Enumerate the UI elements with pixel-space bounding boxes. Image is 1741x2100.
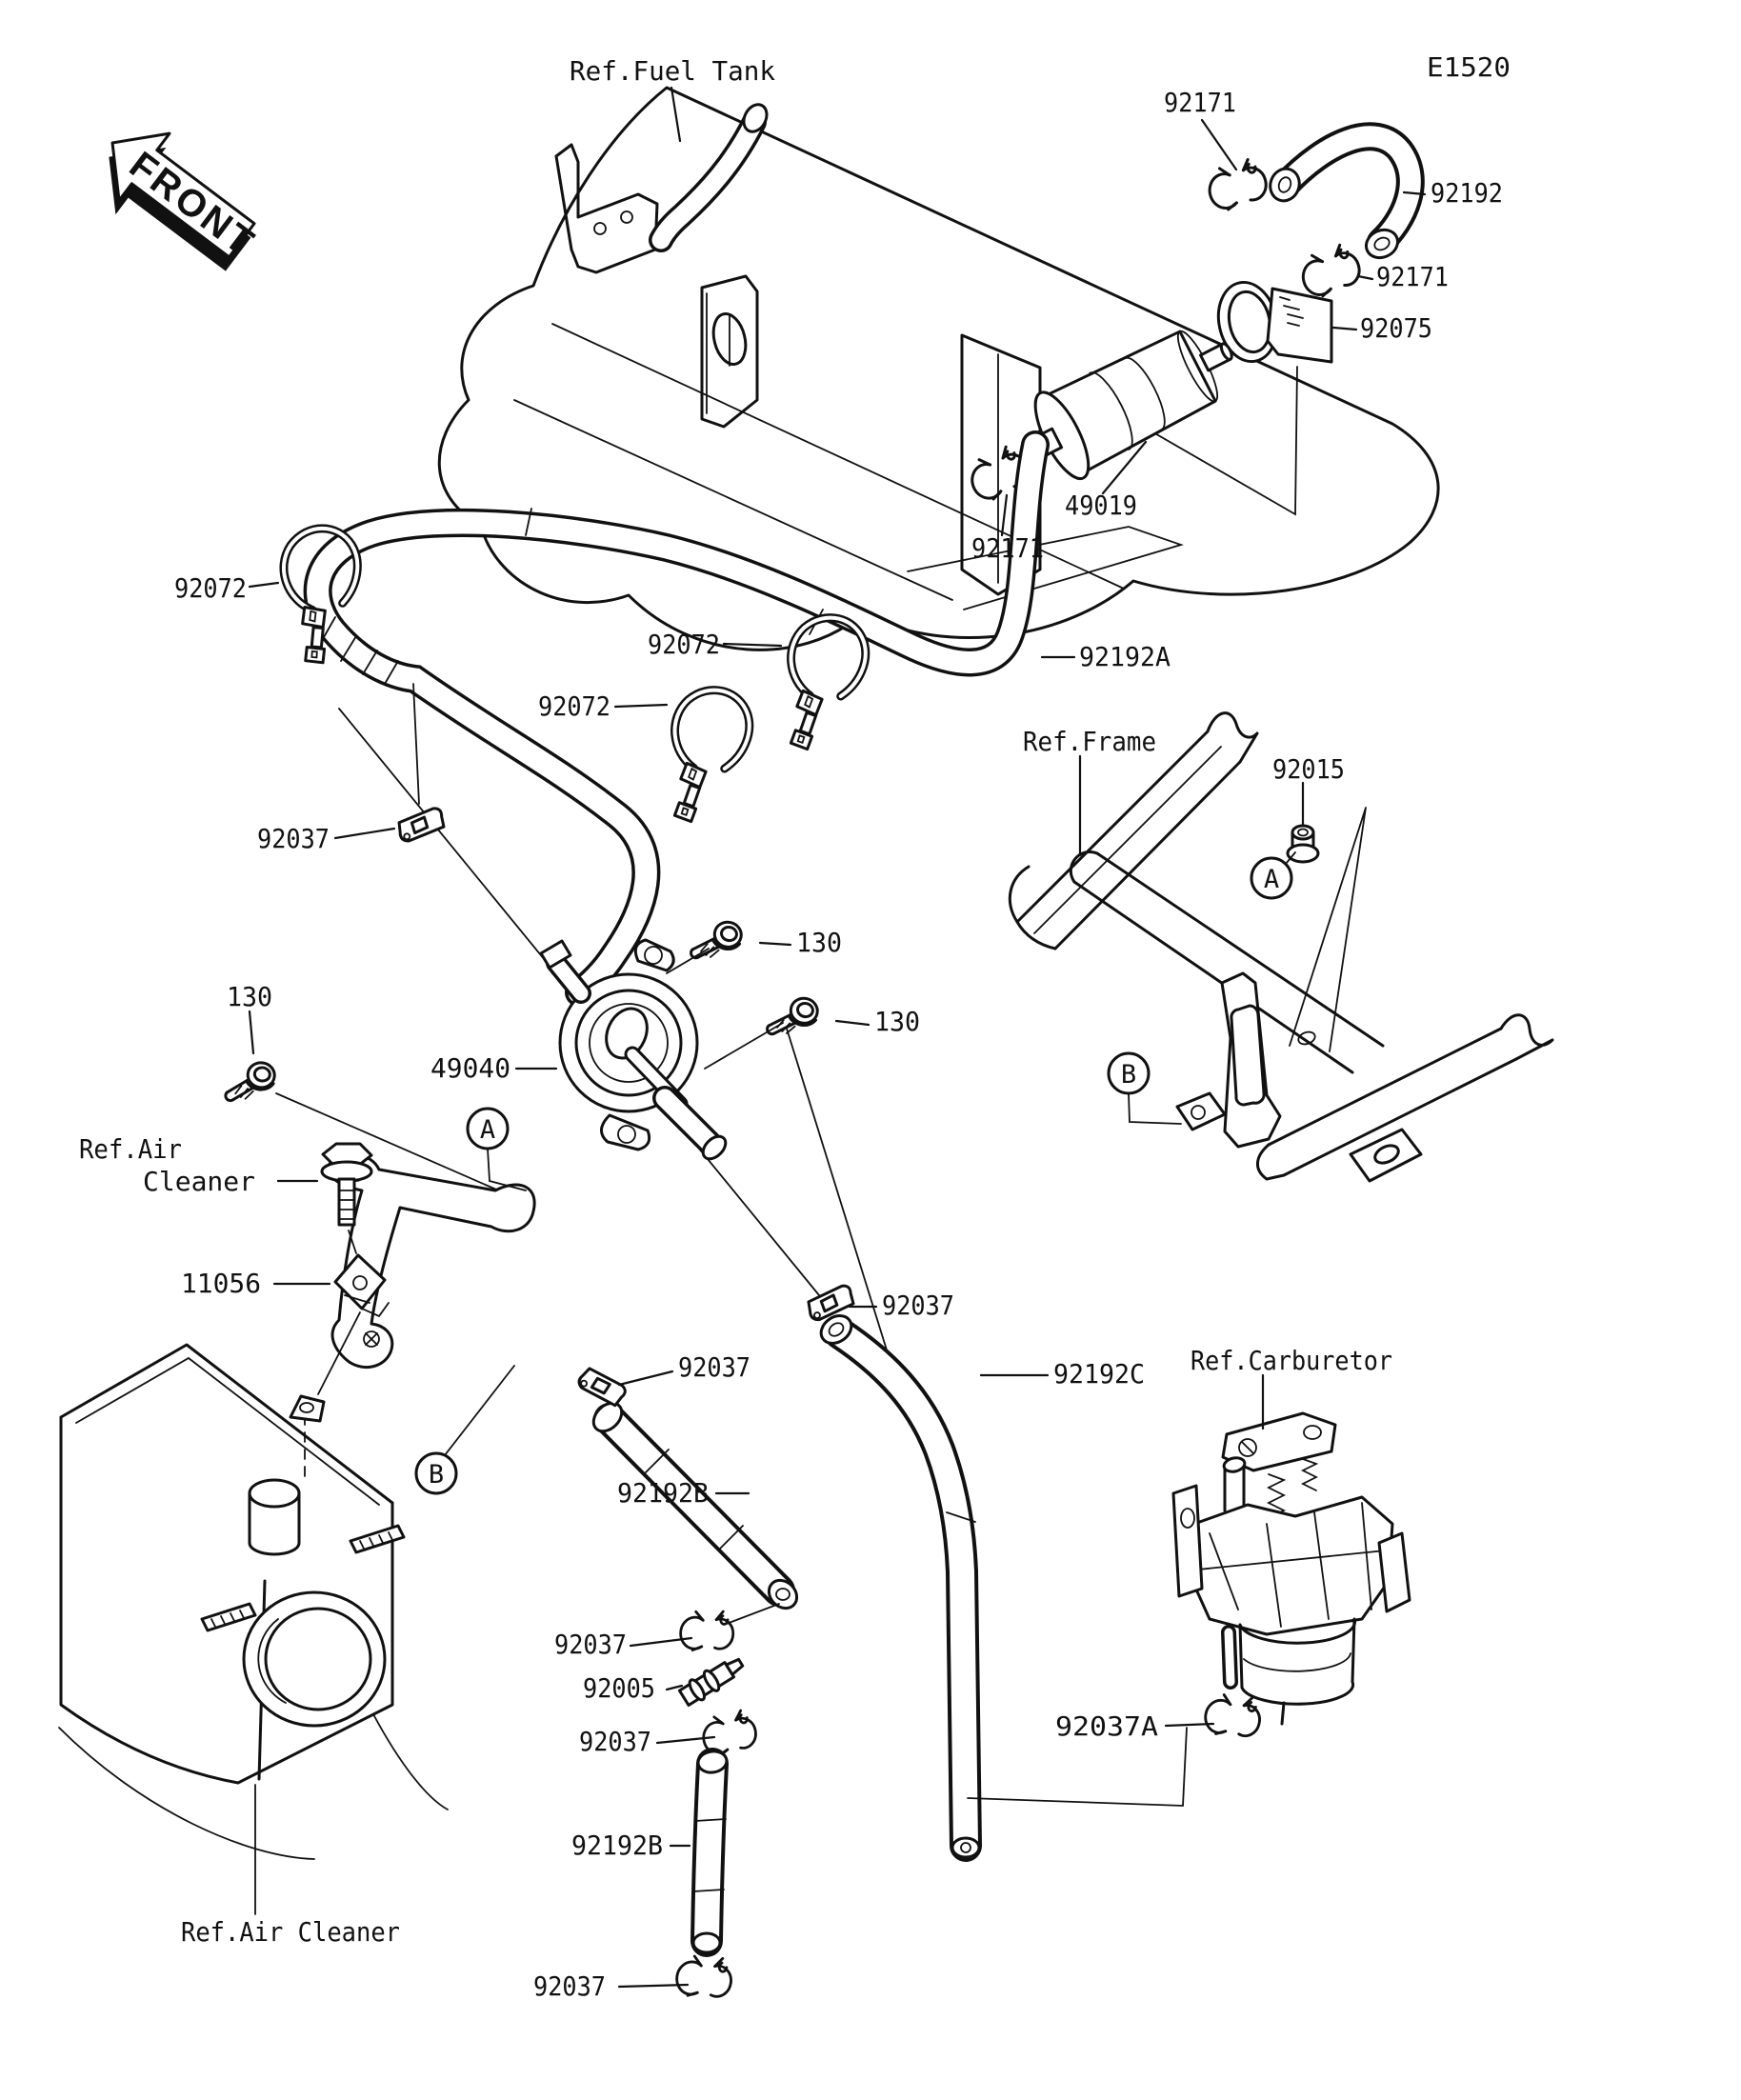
tank-tube-inner (661, 122, 754, 240)
hose-92192a-clamp-line (413, 684, 419, 804)
hose-92192c (816, 1310, 1187, 1857)
marker-leader (1129, 1093, 1181, 1124)
clamp-92037-4 (679, 1608, 735, 1653)
marker-letter: A (1263, 865, 1280, 894)
front-arrow (79, 110, 276, 291)
bolt-shank (339, 1179, 354, 1225)
collar-flange (1288, 845, 1318, 862)
part-label-130-3: 130 (227, 981, 272, 1012)
front-label: FRONT (121, 144, 264, 266)
box-boss-top (250, 1480, 299, 1507)
detail-marker-b-left (416, 1366, 514, 1493)
clamp-92171-2 (1297, 242, 1364, 300)
detail-marker-a-left (468, 1109, 526, 1190)
bolt-130-1 (690, 916, 744, 967)
marker-leader (445, 1366, 514, 1455)
drawing-code-label: E1520 (1427, 51, 1511, 83)
valve-49040 (541, 940, 730, 1163)
leader-92171-1 (1202, 120, 1236, 170)
part-label-92192a: 92192A (1079, 641, 1171, 672)
leader-92037-1 (335, 829, 394, 838)
hose-92192c-end (952, 1838, 979, 1857)
marker-letter: B (428, 1460, 445, 1490)
leader-92171-3 (1002, 495, 1007, 535)
part-label-92037-1: 92037 (257, 823, 330, 854)
box-port-inner (266, 1609, 370, 1710)
part-label-92072-2: 92072 (538, 690, 610, 722)
part-label-92192c: 92192C (1053, 1358, 1145, 1390)
carb-flange (1173, 1486, 1202, 1596)
part-label-92072-3: 92072 (648, 629, 720, 660)
marker-letter: A (479, 1115, 496, 1145)
part-label-130-1: 130 (796, 927, 842, 958)
part-label-92037-6: 92037 (533, 1970, 606, 2002)
frame-cross-tube (1074, 853, 1383, 1072)
part-label-92072-1: 92072 (174, 572, 247, 604)
joint-92005 (678, 1653, 747, 1708)
box-top-edges (61, 1345, 392, 1503)
valve-ear-top (635, 940, 673, 970)
part-label-92192b-2: 92192B (571, 1830, 663, 1861)
tank-bracket-left (556, 145, 657, 272)
box-slot-1 (202, 1604, 255, 1630)
ref-air-cleaner-top-label-2: Cleaner (143, 1166, 255, 1197)
part-label-92005: 92005 (583, 1672, 655, 1704)
valve-inlet-inner (556, 963, 581, 993)
box-tab (290, 1396, 324, 1421)
leader-130-3 (250, 1011, 253, 1053)
part-label-49019: 49019 (1065, 490, 1137, 521)
bolt-130-3 (225, 1058, 276, 1106)
ref-air-cleaner-bottom-label: Ref.Air Cleaner (181, 1916, 400, 1948)
carb-lever-plate (1379, 1533, 1410, 1611)
box-top-inner (76, 1358, 379, 1505)
frame-upper-rail-break-right (1208, 713, 1257, 762)
part-label-92192: 92192 (1431, 177, 1503, 209)
carb-springs (1269, 1459, 1316, 1518)
leader-92072-2 (615, 705, 667, 707)
tank-bracket-hole-1 (594, 223, 606, 234)
hose-92192b1-link (724, 1604, 779, 1625)
carburetor (1173, 1413, 1410, 1724)
part-label-92037a: 92037A (1055, 1710, 1159, 1742)
part-label-92037-5: 92037 (579, 1726, 651, 1757)
leader-92037-2 (619, 1371, 672, 1385)
detail-marker-b-right (1109, 1053, 1225, 1130)
ref-fuel-tank-label: Ref.Fuel Tank (570, 55, 776, 87)
part-label-92075: 92075 (1360, 312, 1432, 344)
collar-top (1292, 826, 1313, 839)
clamp-92037-2 (576, 1363, 628, 1411)
leader-130-2 (836, 1021, 869, 1025)
frame-foot (1177, 1093, 1225, 1130)
part-label-92171-3: 92171 (971, 532, 1044, 564)
part-label-92015: 92015 (1272, 753, 1345, 785)
detail-marker-a-right (1251, 852, 1295, 898)
hose-92192b-upper (588, 1397, 802, 1625)
tank-bracket-hole-2 (621, 211, 632, 223)
hose-92192b2-inner (707, 1764, 712, 1941)
clamp-92171-1 (1205, 157, 1270, 212)
box-slot-2 (350, 1526, 404, 1552)
frame-upper-rail-crease (1034, 747, 1221, 933)
leader-ref-fuel-tank (671, 88, 680, 141)
valve-ear-bottom (601, 1115, 649, 1150)
leader-92072-3 (724, 644, 781, 646)
ref-frame-label: Ref.Frame (1023, 726, 1156, 757)
carb-bowl-ring (1244, 1653, 1351, 1671)
leader-92037-5 (657, 1737, 714, 1743)
frame-lower-rail-break (1501, 1015, 1552, 1059)
part-label-92037-2: 92037 (678, 1351, 750, 1383)
marker-letter: B (1120, 1060, 1137, 1090)
frame-lower-rail-end (1257, 1145, 1284, 1179)
hose-92192b-lower (693, 1750, 728, 1952)
carb-drain (1282, 1703, 1284, 1724)
ref-air-cleaner-top-label-1: Ref.Air (79, 1133, 182, 1165)
leader-130-1 (760, 943, 790, 945)
hose-92192 (1266, 136, 1411, 263)
carb-inlet-inner (1229, 1632, 1231, 1682)
part-label-92171-1: 92171 (1164, 87, 1236, 118)
hose-92192c-outer (840, 1333, 966, 1846)
frame-strut (1222, 973, 1280, 1147)
tie-92072-2 (662, 685, 753, 828)
air-cleaner-box (59, 1345, 448, 1914)
part-label-11056: 11056 (181, 1268, 261, 1299)
part-label-130-2: 130 (874, 1006, 920, 1037)
clamp-92037-6 (674, 1951, 735, 2003)
tie-92072-3 (778, 612, 870, 755)
part-label-49040: 49040 (430, 1052, 510, 1084)
part-label-92037-4: 92037 (554, 1629, 627, 1660)
frame-hole (1296, 1030, 1316, 1046)
tank-shelf (908, 527, 1181, 610)
hose-92192b2-end (693, 1933, 720, 1952)
hose-92192a (318, 445, 1035, 1295)
bolt-130-2 (767, 992, 820, 1043)
leader-92171-2 (1358, 276, 1372, 279)
clamp-92037-3 (806, 1284, 855, 1321)
part-label-92037-3: 92037 (882, 1290, 954, 1321)
leader-92072-1 (250, 583, 278, 587)
ref-carburetor-label: Ref.Carburetor (1191, 1345, 1392, 1376)
box-breakaway-curves (59, 1714, 448, 1859)
part-label-92192b-1: 92192B (617, 1477, 709, 1509)
part-label-92171-2: 92171 (1376, 261, 1449, 292)
leader-92075 (1333, 328, 1356, 330)
clamp-92037-1 (396, 807, 446, 842)
